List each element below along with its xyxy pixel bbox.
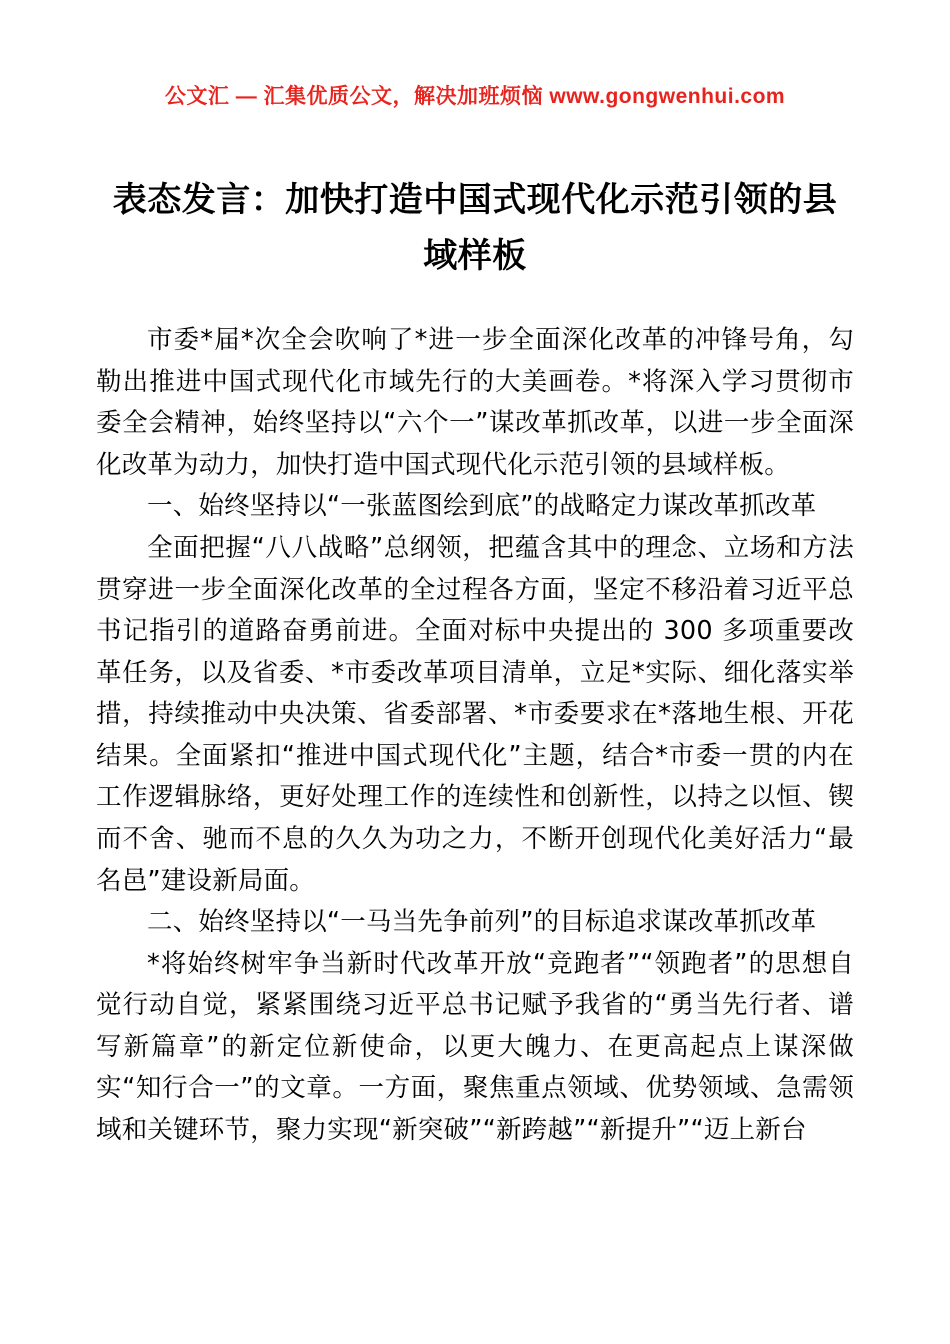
page-title: 表态发言：加快打造中国式现代化示范引领的县域样板 — [112, 180, 838, 277]
section-heading-1: 一、始终坚持以“一张蓝图绘到底”的战略定力谋改革抓改革 — [147, 491, 817, 522]
paragraph-1: 市委*届*次全会吹响了*进一步全面深化改革的冲锋号角，勾勒出推进中国式现代化市域先行的大美画卷。*将深入学习贯彻市委全会精神，始终坚持以“六个一”谋改革抓改革，以进一步全面深化改革为动力，加快打造中国式现代化示范引领的县域样板。 — [96, 325, 854, 480]
document-body — [96, 320, 854, 1151]
paragraph-2: 全面把握“八八战略”总纲领，把蕴含其中的理念、立场和方法贯穿进一步全面深化改革的全过程各方面，坚定不移沿着习近平总书记指引的道路奋勇前进。全面对标中央提出的 300 多项重要改革任务，以及省委、*市委改革项目清单，立足*实际、细化落实举措，持续推动中央决策、省委部署、*市委要求在*落地生根、开花结果。全面紧扣“推进中国式现代化”主题，结合*市委一贯的内在工作逻辑脉络，更好处理工作的连续性和创新性，以持之以恒、锲而不舍、驰而不息的久久为功之力，不断开创现代化美好活力“最名邑”建设新局面。 — [96, 533, 854, 896]
section-heading-2: 二、始终坚持以“一马当先争前列”的目标追求谋改革抓改革 — [147, 907, 817, 938]
site-watermark: 公文汇 — 汇集优质公文，解决加班烦恼 www.gongwenhui.com — [164, 85, 786, 108]
paragraph-3: *将始终树牢争当新时代改革开放“竞跑者”“领跑者”的思想自觉行动自觉，紧紧围绕习近平总书记赋予我省的“勇当先行者、谱写新篇章”的新定位新使命，以更大魄力、在更高起点上谋深做实“知行合一”的文章。一方面，聚焦重点领域、优势领域、急需领域和关键环节，聚力实现“新突破”“新跨越”“新提升”“迈上新台 — [96, 948, 854, 1145]
